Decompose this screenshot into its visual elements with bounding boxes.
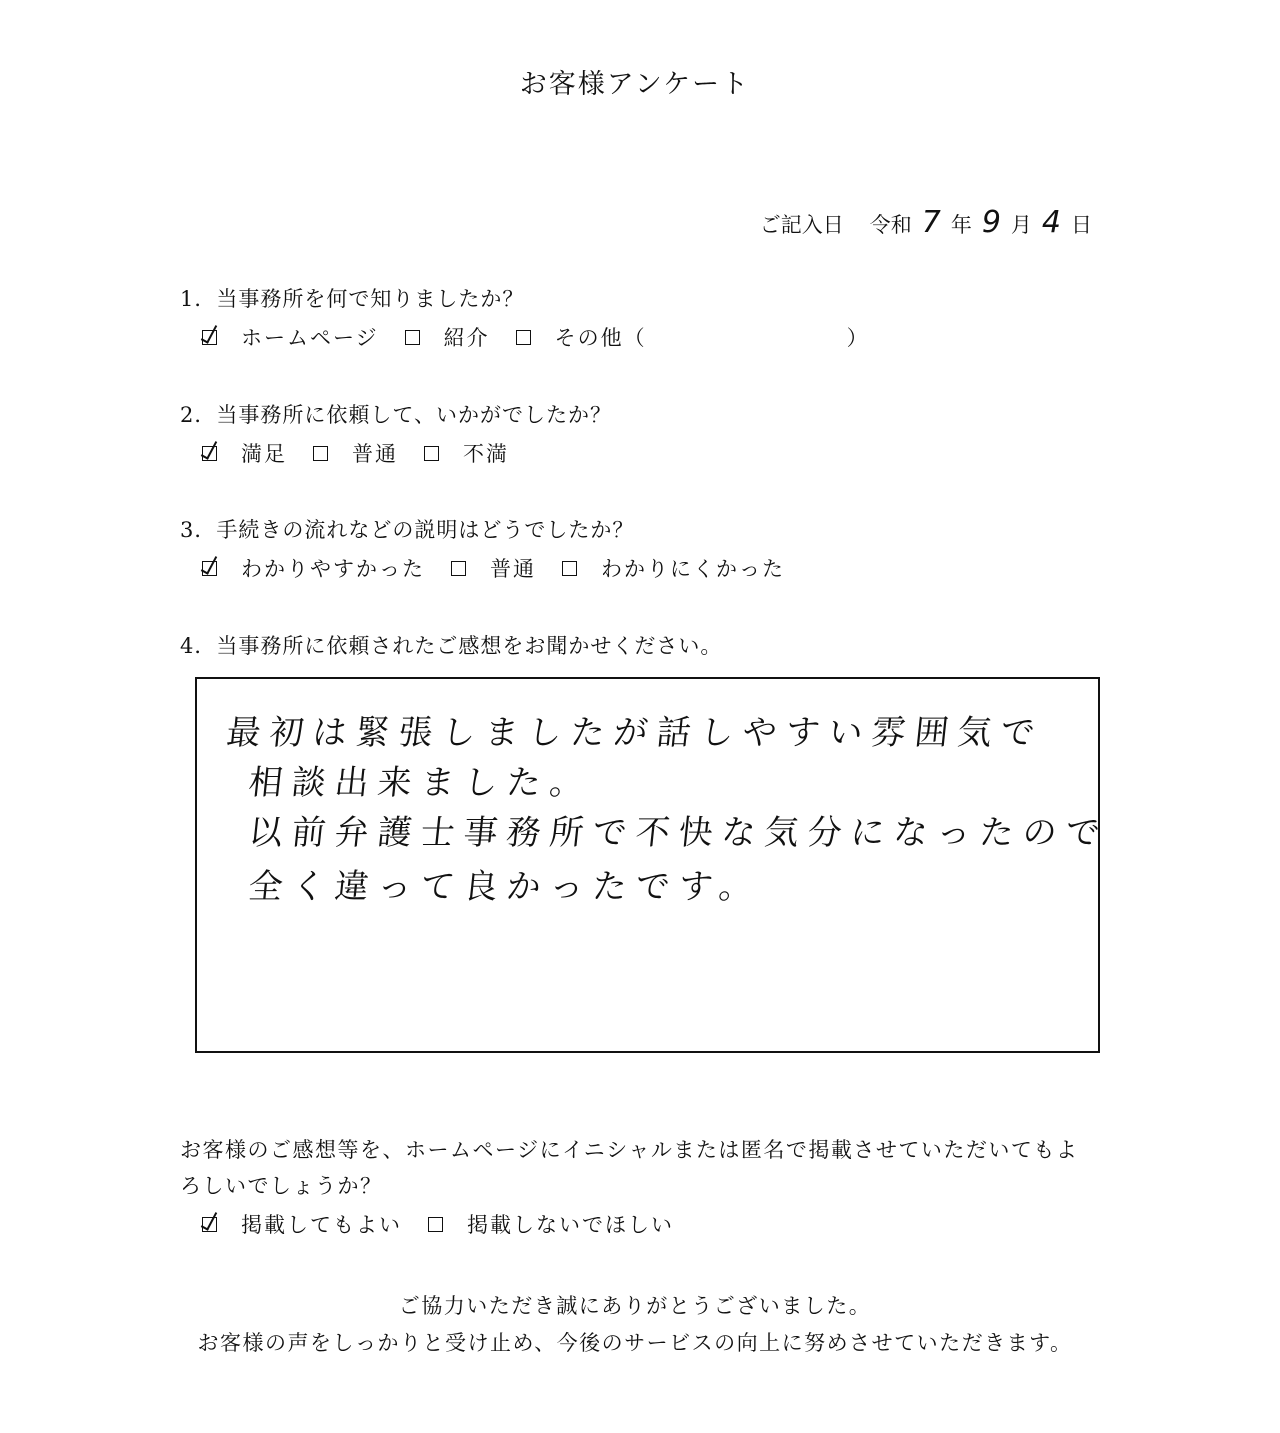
checkbox-icon[interactable] <box>562 561 577 576</box>
checkbox-checked-icon[interactable] <box>202 446 217 461</box>
comment-line: 以前弁護士事務所で不快な気分になったので <box>246 813 1111 853</box>
date-label: ご記入日 <box>759 213 844 237</box>
comment-line: 全く違って良かったです。 <box>246 867 765 907</box>
comment-textarea[interactable] <box>195 677 1111 1053</box>
thanks-line-2: お客様の声をしっかりと受け止め、今後のサービスの向上に努めさせていただきます。 <box>197 1331 1073 1355</box>
question-2: 2．当事務所に依頼して、いかがでしたか？ <box>180 403 612 427</box>
option-publish-no[interactable] <box>428 1209 674 1239</box>
publish-options <box>202 1209 700 1239</box>
checkbox-checked-icon[interactable] <box>202 330 217 345</box>
option-label: 掲載してもよい <box>241 1213 402 1237</box>
option-label: わかりやすかった <box>241 557 425 581</box>
option-average[interactable] <box>313 438 398 468</box>
option-label: 不満 <box>463 442 509 466</box>
comment-line: 最初は緊張しましたが話しやすい雰囲気で <box>224 713 1046 753</box>
question-3: 3．手続きの流れなどの説明はどうでしたか？ <box>180 518 635 542</box>
date-year-unit: 年 <box>950 213 972 237</box>
question-2-options <box>202 438 535 468</box>
date-day[interactable]: 4 <box>1041 205 1061 240</box>
entry-date <box>760 205 1092 240</box>
checkbox-icon[interactable] <box>405 330 420 345</box>
thanks-line-1: ご協力いただき誠にありがとうございました。 <box>398 1294 872 1318</box>
checkbox-icon[interactable] <box>313 446 328 461</box>
question-4: 4．当事務所に依頼されたご感想をお聞かせください。 <box>180 634 723 658</box>
option-satisfied[interactable] <box>202 438 287 468</box>
option-label: 紹介 <box>443 326 490 350</box>
date-month-unit: 月 <box>1010 213 1032 237</box>
option-label: 満足 <box>241 442 287 466</box>
option-label: わかりにくかった <box>601 557 785 581</box>
question-1-options <box>202 322 896 352</box>
checkbox-checked-icon[interactable] <box>202 561 217 576</box>
checkbox-icon[interactable] <box>428 1217 443 1232</box>
option-dissatisfied[interactable] <box>424 438 509 468</box>
publish-consent-question: お客様のご感想等を、ホームページにイニシャルまたは匿名で掲載させていただいてもよろしいでしょうか？ <box>180 1138 1079 1198</box>
checkbox-icon[interactable] <box>451 561 466 576</box>
option-referral[interactable] <box>405 322 490 352</box>
question-1: 1．当事務所を何で知りましたか？ <box>180 287 525 311</box>
comment-line: 相談出来ました。 <box>246 763 595 803</box>
date-year[interactable]: 7 <box>921 205 941 240</box>
option-publish-ok[interactable] <box>202 1209 402 1239</box>
checkbox-icon[interactable] <box>516 330 531 345</box>
option-label: ホームページ <box>241 326 379 350</box>
checkbox-icon[interactable] <box>424 446 439 461</box>
option-label: 普通 <box>490 557 536 581</box>
option-other[interactable] <box>516 322 870 352</box>
option-homepage[interactable] <box>202 322 379 352</box>
option-suffix: ） <box>846 326 870 350</box>
checkbox-checked-icon[interactable] <box>202 1217 217 1232</box>
survey-title: お客様アンケート <box>519 69 751 100</box>
option-label: その他（ <box>554 326 647 350</box>
option-hard[interactable] <box>562 553 785 583</box>
date-day-unit: 日 <box>1071 213 1092 237</box>
question-3-options <box>202 553 811 583</box>
date-era: 令和 <box>869 213 912 237</box>
option-normal[interactable] <box>451 553 536 583</box>
option-label: 普通 <box>352 442 398 466</box>
date-month[interactable]: 9 <box>981 205 1001 240</box>
option-label: 掲載しないでほしい <box>467 1213 674 1237</box>
option-easy[interactable] <box>202 553 425 583</box>
